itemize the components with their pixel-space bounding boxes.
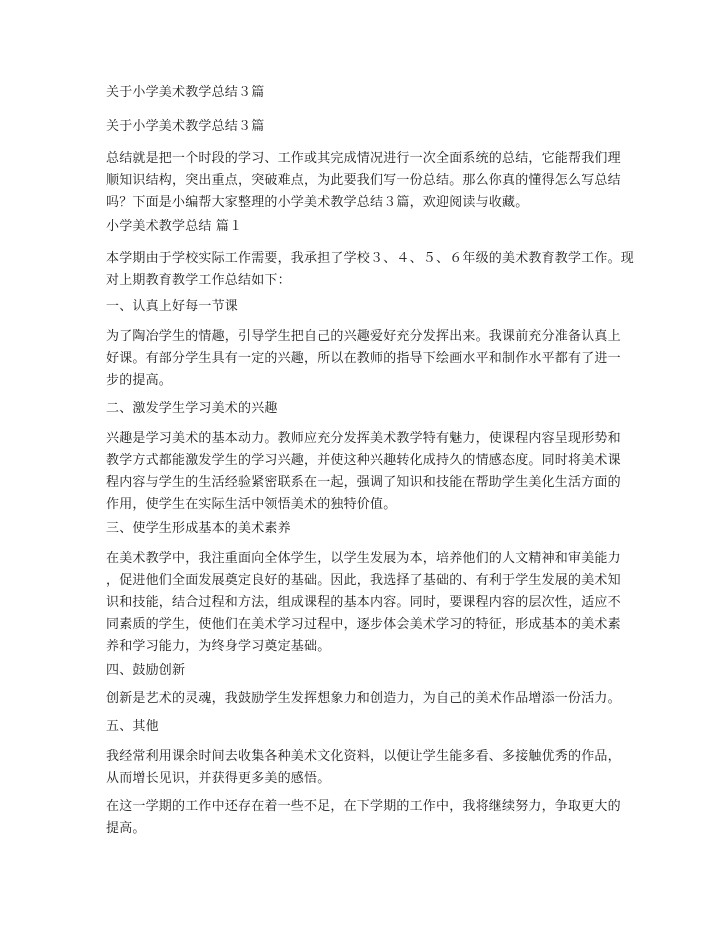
paragraph-line: 教学方式都能激发学生的学习兴趣，并使这种兴趣转化成持久的情感态度。同时将美术课 (106, 453, 621, 468)
paragraph-line: 对上期教育教学工作总结如下： (106, 273, 291, 288)
intro-line: 总结就是把一个时段的学习、工作或其完成情况进行一次全面系统的总结，它能帮我们理 (106, 151, 621, 166)
intro-line: 顺知识结构，突出重点，突破难点，为此要我们写一份总结。那么你真的懂得怎么写总结 (106, 173, 621, 188)
paragraph-line: ，促进他们全面发展奠定良好的基础。因此，我选择了基础的、有利于学生发展的美术知 (106, 573, 621, 588)
title-line: 关于小学美术教学总结３篇 (106, 85, 265, 100)
opening-paragraph (106, 248, 635, 292)
document-title (106, 82, 616, 104)
document-subtitle (106, 116, 616, 138)
paragraph-line: 兴趣是学习美术的基本动力。教师应充分发挥美术教学特有魅力，使课程内容呈现形势和 (106, 431, 621, 446)
intro-line: 吗？下面是小编帮大家整理的小学美术教学总结３篇，欢迎阅读与收藏。 (106, 195, 529, 210)
paragraph-line: 在美术教学中，我注重面向全体学生，以学生发展为本，培养他们的人文精神和审美能力 (106, 551, 621, 566)
section-4-body (106, 688, 621, 710)
heading-line: 四、鼓励创新 (106, 663, 186, 678)
section-1-body (106, 326, 621, 392)
subtitle-line: 关于小学美术教学总结３篇 (106, 119, 265, 134)
paragraph-line: 步的提高。 (106, 373, 173, 388)
paragraph-line: 养和学习能力，为终身学习奠定基础。 (106, 639, 331, 654)
paragraph-line: 同素质的学生，使他们在美术学习过程中，逐步体会美术学习的特征，形成基本的美术素 (106, 617, 621, 632)
paragraph-line: 在这一学期的工作中还存在着一些不足，在下学期的工作中，我将继续努力，争取更大的 (106, 799, 621, 814)
paragraph-line: 好课。有部分学生具有一定的兴趣，所以在教师的指导下绘画水平和制作水平都有了进一 (106, 351, 621, 366)
paragraph-line: 创新是艺术的灵魂，我鼓励学生发挥想象力和创造力，为自己的美术作品增添一份活力。 (106, 691, 621, 706)
heading-line: 二、激发学生学习美术的兴趣 (106, 401, 278, 416)
paragraph-line: 识和技能，结合过程和方法，组成课程的基本内容。同时，要课程内容的层次性，适应不 (106, 595, 621, 610)
article-title-line: 小学美术教学总结 篇１ (106, 219, 243, 234)
section-2-heading (106, 398, 616, 420)
intro-paragraph (106, 148, 621, 214)
paragraph-line: 为了陶冶学生的情趣，引导学生把自己的兴趣爱好充分发挥出来。我课前充分准备认真上 (106, 329, 621, 344)
paragraph-line: 我经常利用课余时间去收集各种美术文化资料，以便让学生能多看、多接触优秀的作品， (106, 749, 621, 764)
paragraph-line: 程内容与学生的生活经验紧密联系在一起，强调了知识和技能在帮助学生美化生活方面的 (106, 475, 621, 490)
section-5-heading (106, 716, 616, 738)
section-3-heading (106, 518, 616, 540)
closing-paragraph (106, 796, 621, 840)
heading-line: 一、认真上好每一节课 (106, 299, 239, 314)
heading-line: 五、其他 (106, 719, 159, 734)
section-3-body (106, 548, 621, 658)
heading-line: 三、使学生形成基本的美术素养 (106, 521, 291, 536)
section-5-body (106, 746, 621, 790)
paragraph-line: 从而增长见识，并获得更多美的感悟。 (106, 771, 331, 786)
section-2-body (106, 428, 621, 516)
paragraph-line: 本学期由于学校实际工作需要，我承担了学校３、４、５、６年级的美术教育教学工作。现 (106, 251, 635, 266)
section-1-heading (106, 296, 616, 318)
paragraph-line: 作用，使学生在实际生活中领悟美术的独特价值。 (106, 497, 397, 512)
section-4-heading (106, 660, 616, 682)
article-title (106, 216, 616, 238)
paragraph-line: 提高。 (106, 821, 146, 836)
